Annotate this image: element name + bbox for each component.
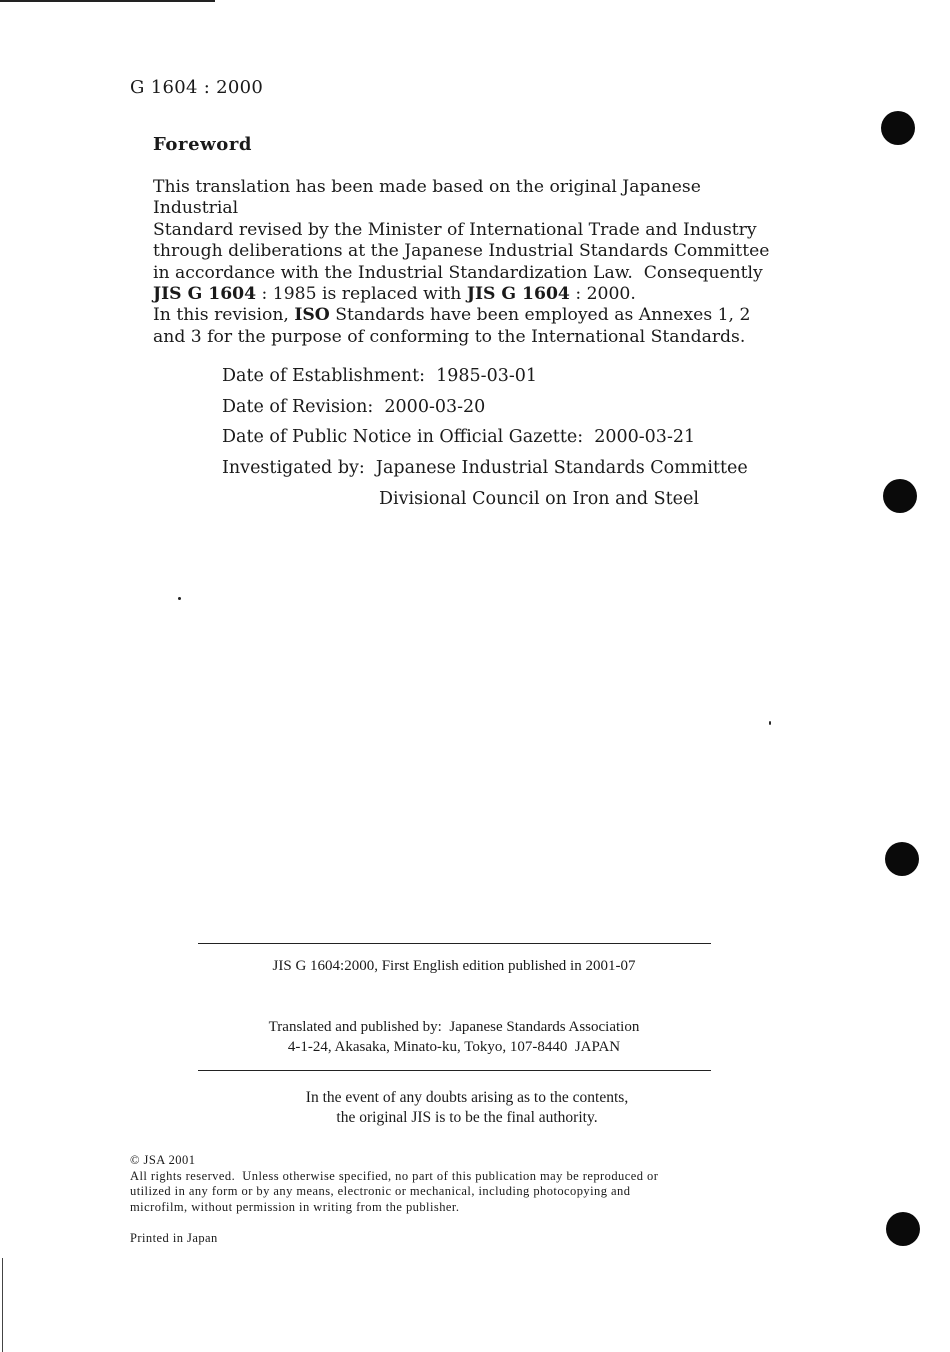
printed-in: Printed in Japan [130, 1231, 218, 1245]
binder-hole-icon [883, 479, 917, 513]
authority-line: In the event of any doubts arising as to the contents, [305, 1089, 629, 1106]
publisher-address: 4-1-24, Akasaka, Minato-ku, Tokyo, 107-8440 JAPAN [287, 1039, 621, 1055]
page-header-code: G 1604 : 2000 [130, 77, 264, 98]
binder-hole-icon [886, 1212, 920, 1246]
foreword-line: in accordance with the Industrial Standardization Law. Consequently [153, 262, 763, 283]
copyright-line: utilized in any form or by any means, electronic or mechanical, including photocopying and [130, 1184, 631, 1198]
copyright-line: All rights reserved. Unless otherwise specified, no part of this publication may be reproduced or [130, 1168, 659, 1183]
foreword-body [153, 177, 783, 348]
publisher-block [198, 1017, 710, 1057]
date-establishment: Date of Establishment: 1985-03-01 [222, 366, 538, 386]
foreword-line: Standard revised by the Minister of International Trade and Industry [153, 219, 757, 240]
foreword-revision-line [153, 305, 783, 326]
binder-hole-icon [881, 111, 915, 145]
authority-line: the original JIS is to be the final authority. [336, 1109, 598, 1126]
replacement-year: : 2000. [569, 284, 636, 305]
foreword-replacement-line [153, 284, 783, 305]
foreword-line: and 3 for the purpose of conforming to the International Standards. [153, 326, 746, 347]
copyright-line: microfilm, without permission in writing from the publisher. [130, 1199, 460, 1214]
foreword-line: This translation has been made based on the original Japanese Industrial [153, 177, 701, 219]
foreword-heading: Foreword [153, 134, 253, 155]
revision-text: In this revision, [153, 305, 295, 326]
new-standard-id: JIS G 1604 [466, 284, 570, 305]
scan-speck [769, 721, 771, 725]
replacement-text: : 1985 is replaced with [256, 284, 467, 305]
foreword-line: through deliberations at the Japanese Industrial Standards Committee [153, 241, 770, 262]
edition-note: JIS G 1604:2000, First English edition published in 2001-07 [272, 958, 636, 974]
authority-note [198, 1088, 736, 1128]
scan-left-edge-line [2, 1258, 3, 1352]
investigating-council: Divisional Council on Iron and Steel [379, 488, 699, 509]
investigated-by: Investigated by: Japanese Industrial Standards Committee [222, 458, 748, 479]
date-public-notice: Date of Public Notice in Official Gazette: 2000-03-21 [222, 427, 696, 448]
publisher-line: Translated and published by: Japanese Standards Association [268, 1019, 640, 1035]
iso-label: ISO [294, 305, 330, 326]
binder-hole-icon [885, 842, 919, 876]
scan-top-edge-line [0, 0, 215, 2]
old-standard-id: JIS G 1604 [153, 284, 257, 305]
copyright-mark: © JSA 2001 [130, 1153, 196, 1167]
divider [198, 943, 711, 944]
scan-speck [178, 597, 181, 600]
revision-text: Standards have been employed as Annexes 1, 2 [329, 305, 751, 326]
divider [198, 1070, 711, 1071]
dates-block [222, 364, 748, 517]
copyright-block [130, 1153, 780, 1215]
date-revision: Date of Revision: 2000-03-20 [222, 396, 486, 417]
